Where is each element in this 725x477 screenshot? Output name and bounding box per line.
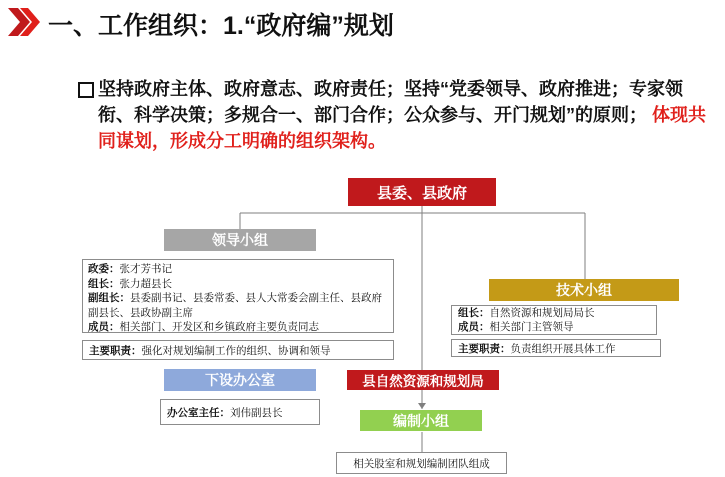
- office-director: 办公室主任： 刘伟副县长: [160, 399, 320, 425]
- page-title: 一、工作组织：1.“政府编”规划: [48, 12, 394, 40]
- team-box: 相关股室和规划编制团队组成: [336, 452, 507, 474]
- member-row: 政委：张才芳书记: [88, 263, 172, 275]
- leadership-duty: 主要职责： 强化对规划编制工作的组织、协调和领导: [82, 340, 394, 360]
- office-box: 下设办公室: [164, 369, 316, 391]
- principle-text: 坚持政府主体、政府意志、政府责任；坚持“党委领导、政府推进；专家领衔、科学决策；多规合一、部门合作；公众参与、开门规划”的原则；: [98, 79, 683, 125]
- tech-members: [451, 305, 657, 335]
- bureau-box: 县自然资源和规划局: [347, 370, 499, 390]
- member-row: 成员：相关部门主管领导: [458, 321, 574, 333]
- member-row: 组长：自然资源和规划局局长: [458, 307, 595, 319]
- member-row: 副组长：县委副书记、县委常委、县人大常委会副主任、县政府副县长、县政协副主席: [88, 292, 382, 319]
- leadership-group-box: 领导小组: [164, 229, 316, 251]
- compile-group-box: 编制小组: [360, 410, 482, 431]
- highlight-text: 体现共同谋划，形成分工明确的组织架构。: [98, 105, 707, 151]
- leadership-members: [82, 259, 394, 333]
- member-row: 成员：相关部门、开发区和乡镇政府主要负责同志: [88, 321, 319, 333]
- county-government-box: 县委、县政府: [348, 178, 496, 206]
- tech-duty: 主要职责： 负责组织开展具体工作: [451, 339, 661, 357]
- tech-group-box: 技术小组: [489, 279, 679, 301]
- member-row: 组长：张力超县长: [88, 277, 172, 290]
